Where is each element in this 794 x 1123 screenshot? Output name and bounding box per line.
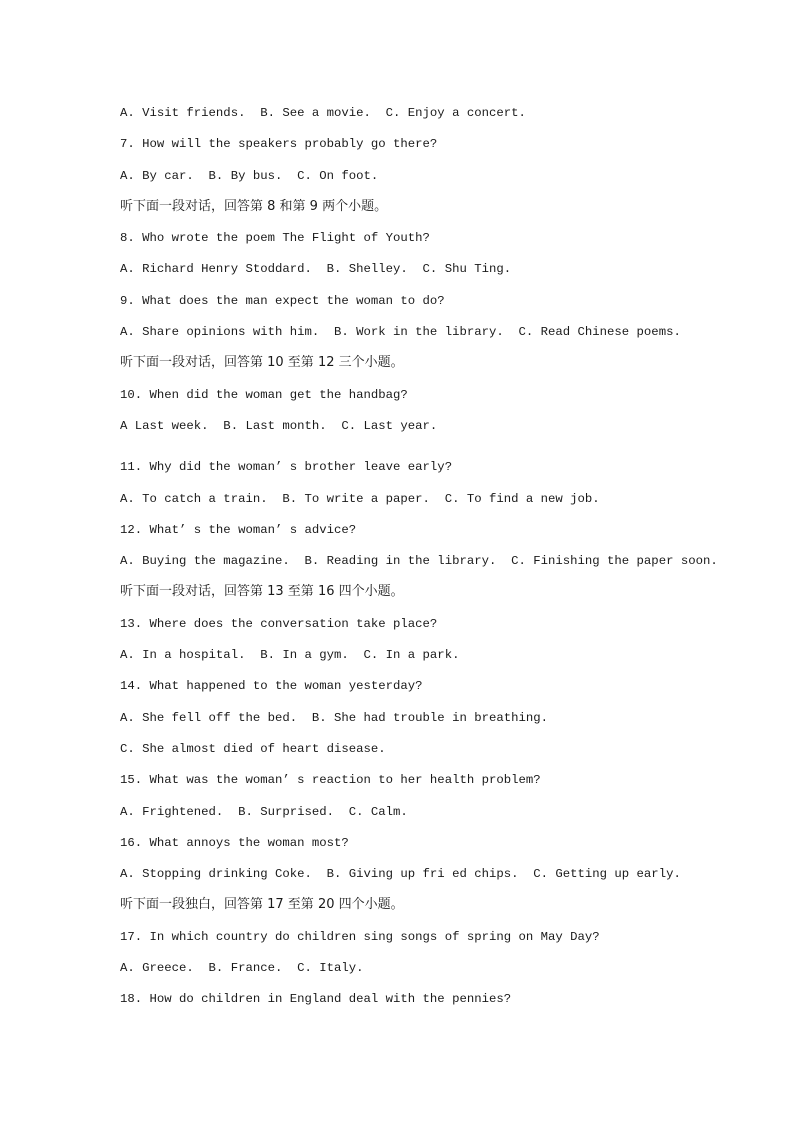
- answer-options-q6: A. Visit friends. B. See a movie. C. Enjoy a concert.: [120, 106, 526, 120]
- section-instruction-17-20: 听下面一段独白，回答第 17 至第 20 四个小题。: [120, 897, 404, 913]
- answer-options-q13: A. In a hospital. B. In a gym. C. In a park.: [120, 648, 460, 663]
- answer-options-q10: A Last week. B. Last month. C. Last year.: [120, 418, 438, 433]
- answer-options-q17: A. Greece. B. France. C. Italy.: [120, 961, 364, 976]
- answer-options-q9: A. Share opinions with him. B. Work in the library. C. Read Chinese poems.: [120, 325, 681, 340]
- question-12: 12. What’ s the woman’ s advice?: [120, 522, 357, 537]
- answer-options-q16: A. Stopping drinking Coke. B. Giving up fri ed chips. C. Getting up early.: [120, 867, 681, 882]
- section-instruction-8-9: 听下面一段对话，回答第 8 和第 9 两个小题。: [120, 198, 388, 214]
- question-18: 18. How do children in England deal with the pennies?: [120, 992, 512, 1007]
- answer-options-q7: A. By car. B. By bus. C. On foot.: [120, 168, 379, 183]
- answer-options-q14-c: C. She almost died of heart disease.: [120, 741, 386, 756]
- answer-options-q12: A. Buying the magazine. B. Reading in the library. C. Finishing the paper soon.: [120, 554, 718, 569]
- question-11: 11. Why did the woman’ s brother leave early?: [120, 460, 453, 475]
- section-instruction-13-16: 听下面一段对话，回答第 13 至第 16 四个小题。: [120, 584, 404, 600]
- question-7: 7. How will the speakers probably go there?: [120, 137, 438, 152]
- question-10: 10. When did the woman get the handbag?: [120, 387, 408, 402]
- answer-options-q15: A. Frightened. B. Surprised. C. Calm.: [120, 804, 408, 819]
- question-13: 13. Where does the conversation take place?: [120, 616, 438, 631]
- answer-options-q8: A. Richard Henry Stoddard. B. Shelley. C. Shu Ting.: [120, 262, 512, 277]
- question-16: 16. What annoys the woman most?: [120, 835, 349, 850]
- question-9: 9. What does the man expect the woman to do?: [120, 293, 445, 308]
- question-8: 8. Who wrote the poem The Flight of Youth?: [120, 231, 430, 246]
- question-15: 15. What was the woman’ s reaction to her health problem?: [120, 773, 541, 788]
- question-14: 14. What happened to the woman yesterday?: [120, 679, 423, 694]
- spacer: [120, 448, 740, 458]
- section-instruction-10-12: 听下面一段对话，回答第 10 至第 12 三个小题。: [120, 355, 404, 371]
- question-17: 17. In which country do children sing songs of spring on May Day?: [120, 929, 600, 944]
- answer-options-q11: A. To catch a train. B. To write a paper. C. To find a new job.: [120, 491, 600, 506]
- question-list: [120, 104, 740, 1022]
- answer-options-q14-ab: A. She fell off the bed. B. She had trouble in breathing.: [120, 710, 549, 725]
